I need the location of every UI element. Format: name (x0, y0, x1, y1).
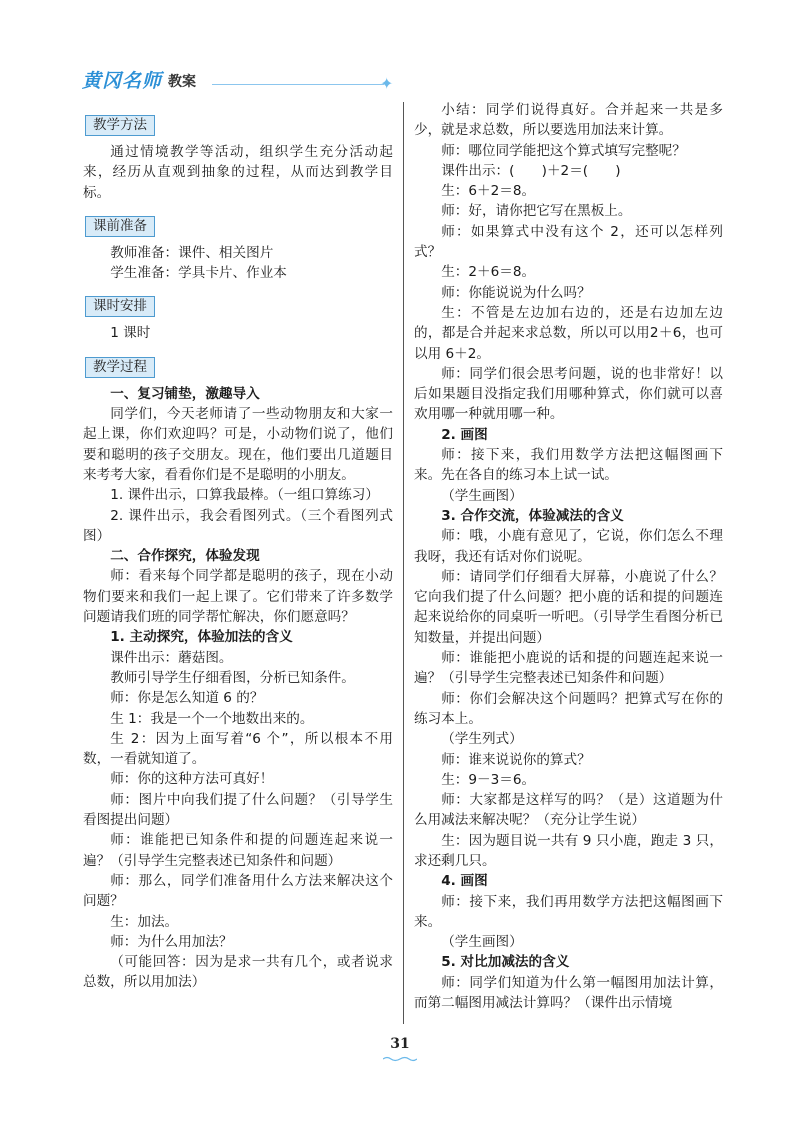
paragraph: 师：接下来，我们用数学方法把这幅图画下来。先在各自的练习本上试一试。 (414, 447, 723, 484)
paragraph: 师：谁能把已知条件和提的问题连起来说一遍？（引导学生完整表述已知条件和问题） (83, 832, 393, 869)
paragraph: 生：不管是左边加右边的，还是右边加左边的，都是合并起来求总数，所以可以用2＋6，也可以用 6＋2。 (414, 304, 723, 362)
section-heading-label: 课时安排 (85, 296, 155, 317)
paragraph: 师：图片中向我们提了什么问题？（引导学生看图提出问题） (83, 791, 393, 829)
section-heading-label: 课前准备 (85, 216, 155, 237)
paragraph: 师：哦，小鹿有意见了，它说，你们怎么不理我呀，我还有话对你们说呢。 (414, 528, 723, 565)
paragraph: 学生准备：学具卡片、作业本 (110, 265, 287, 282)
paragraph: （可能回答：因为是求一共有几个，或者说求总数，所以用加法） (83, 954, 393, 991)
paragraph: 师：那么，同学们准备用什么方法来解决这个问题？ (83, 872, 393, 910)
subheading: 4. 画图 (441, 873, 488, 890)
paragraph: 师：如果算式中没有这个 2，还可以怎样列式？ (414, 223, 723, 261)
paragraph: 生：6＋2＝8。 (441, 183, 536, 200)
paragraph: 1. 课件出示，口算我最棒。（一组口算练习） (110, 487, 379, 504)
section-heading (85, 357, 393, 378)
paragraph: 师：你是怎么知道 6 的？ (110, 690, 264, 707)
paragraph: 师：你的这种方法可真好！ (110, 771, 274, 788)
paragraph: 师：接下来，我们再用数学方法把这幅图画下来。 (414, 893, 723, 930)
page-number-ornament (383, 1056, 417, 1062)
paragraph: 师：大家都是这样写的吗？（是）这道题为什么用减法来解决呢？（充分让学生说） (414, 792, 723, 829)
paragraph: 教师准备：课件、相关图片 (110, 244, 274, 261)
paragraph: 师：你们会解决这个问题吗？把算式写在你的练习本上。 (414, 690, 723, 727)
paragraph: 小结：同学们说得真好。合并起来一共是多少，就是求总数，所以要选用加法来计算。 (414, 102, 723, 139)
paragraph: 师：哪位同学能把这个算式填写完整呢？ (441, 142, 686, 159)
paragraph: 师：为什么用加法？ (110, 933, 233, 950)
paragraph: 1 课时 (110, 325, 151, 342)
paragraph: 同学们，今天老师请了一些动物朋友和大家一起上课，你们欢迎吗？可是，小动物们说了，他们要和聪明的孩子交朋友。现在，他们要出几道题目来考考大家，看看你们是不是聪明的小朋友。 (83, 406, 393, 483)
paragraph: 课件出示：蘑菇图。 (110, 649, 233, 666)
paragraph: 生 1：我是一个一个地数出来的。 (110, 710, 314, 727)
paragraph: 生：加法。 (110, 913, 179, 930)
paragraph: 师：请同学们仔细看大屏幕，小鹿说了什么？它向我们提了什么问题？把小鹿的话和提的问题连起来说给你的同桌听一听吧。（引导学生看图分析已知数量，并提出问题） (414, 568, 723, 646)
section-heading (85, 216, 393, 237)
paragraph: 生：2＋6＝8。 (441, 264, 536, 281)
paragraph: 师：好，请你把它写在黑板上。 (441, 203, 632, 220)
section-heading-label: 教学过程 (85, 357, 155, 378)
paragraph: （学生画图） (441, 934, 523, 951)
subheading: 3. 合作交流，体验减法的含义 (441, 507, 624, 524)
sparkle-icon: ✦ (380, 74, 394, 93)
brand-logo: 黄冈名师 (82, 70, 163, 92)
paragraph: 师：谁来说说你的算式？ (441, 751, 591, 768)
paragraph: 教师引导学生仔细看图，分析已知条件。 (110, 669, 355, 686)
section-heading-label: 教学方法 (85, 115, 155, 136)
paragraph: 通过情境教学等活动，组织学生充分活动起来，经历从直观到抽象的过程，从而达到教学目标。 (83, 144, 393, 201)
right-column (414, 100, 723, 1013)
paragraph: 课件出示：( )＋2＝( ) (441, 162, 621, 179)
left-column (83, 100, 393, 993)
paragraph: 师：你能说说为什么吗？ (441, 284, 591, 301)
paragraph: 师：同学们很会思考问题，说的也非常好！以后如果题目没指定我们用哪种算式，你们就可以喜欢用哪一种就用哪一种。 (414, 365, 723, 423)
paragraph: （学生画图） (441, 487, 523, 504)
subheading: 1. 主动探究，体验加法的含义 (110, 629, 293, 646)
subheading: 2. 画图 (441, 426, 488, 443)
section-heading (85, 296, 393, 317)
paragraph: 生：9－3＝6。 (441, 771, 536, 788)
paragraph: 师：同学们知道为什么第一幅图用加法计算，而第二幅图用减法计算吗？（课件出示情境 (414, 974, 723, 1012)
paragraph: 师：谁能把小鹿说的话和提的问题连起来说一遍？（引导学生完整表述已知条件和问题） (414, 650, 723, 687)
paragraph: 生 2：因为上面写着“6 个”，所以根本不用数，一看就知道了。 (83, 730, 393, 768)
subheading: 5. 对比加减法的含义 (441, 954, 570, 971)
header-subtitle: 教案 (168, 74, 196, 90)
subheading: 二、合作探究，体验发现 (110, 548, 260, 565)
column-divider (403, 102, 404, 1024)
section-heading (85, 115, 393, 136)
paragraph: 生：因为题目说一共有 9 只小鹿，跑走 3 只，求还剩几只。 (414, 832, 723, 869)
paragraph: 2. 课件出示，我会看图列式。（三个看图列式图） (83, 507, 393, 544)
subheading: 一、复习铺垫，激趣导入 (110, 385, 260, 402)
paragraph: 师：看来每个同学都是聪明的孩子，现在小动物们要来和我们一起上课了。它们带来了许多数学问题请我们班的同学帮忙解决，你们愿意吗？ (83, 568, 393, 626)
header-rule (212, 84, 384, 85)
page-number: 31 (390, 1036, 410, 1052)
paragraph: （学生列式） (441, 731, 523, 748)
